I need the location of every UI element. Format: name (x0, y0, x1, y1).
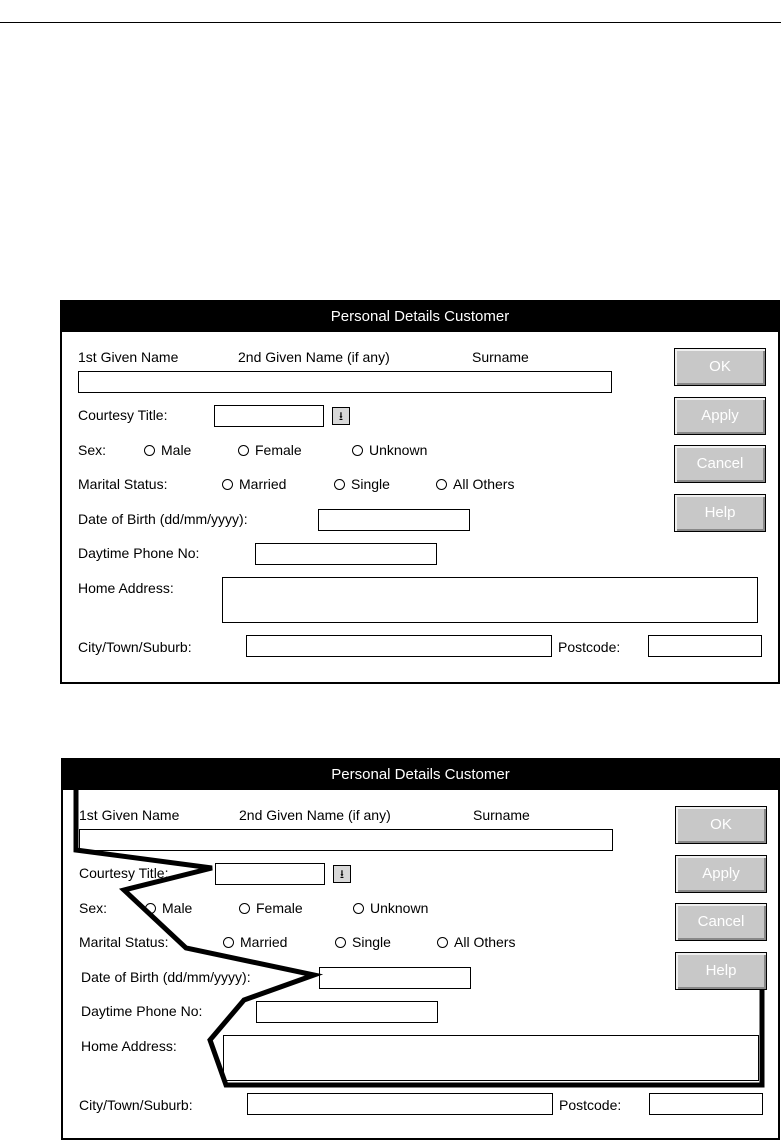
sex-label: Sex: (78, 442, 107, 458)
first-given-name-label: 1st Given Name (78, 349, 179, 365)
marital-radio-married[interactable]: Married (223, 934, 287, 950)
dialog-title: Personal Details Customer (62, 302, 778, 332)
surname-label: Surname (472, 349, 529, 365)
marital-radio-all-others[interactable]: All Others (437, 934, 515, 950)
marital-radio-single[interactable]: Single (335, 934, 391, 950)
personal-details-dialog-1 (60, 300, 780, 684)
dob-input[interactable] (319, 967, 471, 989)
sex-radio-unknown[interactable]: Unknown (352, 442, 427, 458)
phone-label: Daytime Phone No: (81, 1003, 203, 1019)
marital-status-label: Marital Status: (78, 476, 168, 492)
marital-radio-all-others[interactable]: All Others (436, 476, 514, 492)
postcode-label: Postcode: (559, 1097, 622, 1113)
dropdown-arrow-icon[interactable]: ⭳ (332, 407, 350, 425)
radio-button-icon (436, 479, 447, 490)
help-button[interactable]: Help (674, 494, 766, 532)
sex-label: Sex: (79, 900, 108, 916)
name-input[interactable] (79, 829, 613, 851)
postcode-input[interactable] (649, 1093, 763, 1115)
dob-input[interactable] (318, 509, 470, 531)
help-button[interactable]: Help (675, 952, 767, 990)
dob-label: Date of Birth (dd/mm/yyyy): (81, 969, 251, 985)
ok-button[interactable]: OK (675, 806, 767, 844)
city-input[interactable] (247, 1093, 553, 1115)
radio-button-icon (223, 937, 234, 948)
cancel-button[interactable]: Cancel (675, 903, 767, 941)
marital-radio-married[interactable]: Married (222, 476, 286, 492)
radio-button-icon (145, 903, 156, 914)
city-label: City/Town/Suburb: (78, 639, 192, 655)
marital-radio-single[interactable]: Single (334, 476, 390, 492)
phone-input[interactable] (256, 1001, 438, 1023)
page-top-rule (0, 22, 781, 23)
sex-radio-male[interactable]: Male (144, 442, 191, 458)
sex-radio-female[interactable]: Female (239, 900, 303, 916)
apply-button[interactable]: Apply (675, 855, 767, 893)
radio-button-icon (238, 445, 249, 456)
postcode-label: Postcode: (558, 639, 621, 655)
radio-button-icon (239, 903, 250, 914)
home-address-label: Home Address: (78, 580, 174, 596)
sex-radio-female[interactable]: Female (238, 442, 302, 458)
courtesy-title-select[interactable] (214, 405, 324, 427)
courtesy-title-select[interactable] (215, 863, 325, 885)
home-address-input[interactable] (223, 1035, 759, 1081)
ok-button[interactable]: OK (674, 348, 766, 386)
marital-status-label: Marital Status: (79, 934, 169, 950)
postcode-input[interactable] (648, 635, 762, 657)
cancel-button[interactable]: Cancel (674, 445, 766, 483)
city-input[interactable] (246, 635, 552, 657)
radio-button-icon (352, 445, 363, 456)
first-given-name-label: 1st Given Name (79, 807, 180, 823)
dialog-title: Personal Details Customer (63, 760, 778, 790)
courtesy-title-label: Courtesy Title: (79, 865, 169, 881)
courtesy-title-label: Courtesy Title: (78, 407, 168, 423)
radio-button-icon (353, 903, 364, 914)
sex-radio-male[interactable]: Male (145, 900, 192, 916)
surname-label: Surname (473, 807, 530, 823)
dropdown-arrow-icon[interactable]: ⭳ (333, 865, 351, 883)
second-given-name-label: 2nd Given Name (if any) (239, 807, 391, 823)
apply-button[interactable]: Apply (674, 397, 766, 435)
dob-label: Date of Birth (dd/mm/yyyy): (78, 511, 248, 527)
phone-label: Daytime Phone No: (78, 545, 200, 561)
personal-details-dialog-2 (61, 758, 780, 1140)
radio-button-icon (144, 445, 155, 456)
name-input[interactable] (78, 371, 612, 393)
sex-radio-unknown[interactable]: Unknown (353, 900, 428, 916)
radio-button-icon (222, 479, 233, 490)
second-given-name-label: 2nd Given Name (if any) (238, 349, 390, 365)
city-label: City/Town/Suburb: (79, 1097, 193, 1113)
home-address-input[interactable] (222, 577, 758, 623)
radio-button-icon (335, 937, 346, 948)
phone-input[interactable] (255, 543, 437, 565)
radio-button-icon (437, 937, 448, 948)
radio-button-icon (334, 479, 345, 490)
home-address-label: Home Address: (81, 1038, 177, 1054)
